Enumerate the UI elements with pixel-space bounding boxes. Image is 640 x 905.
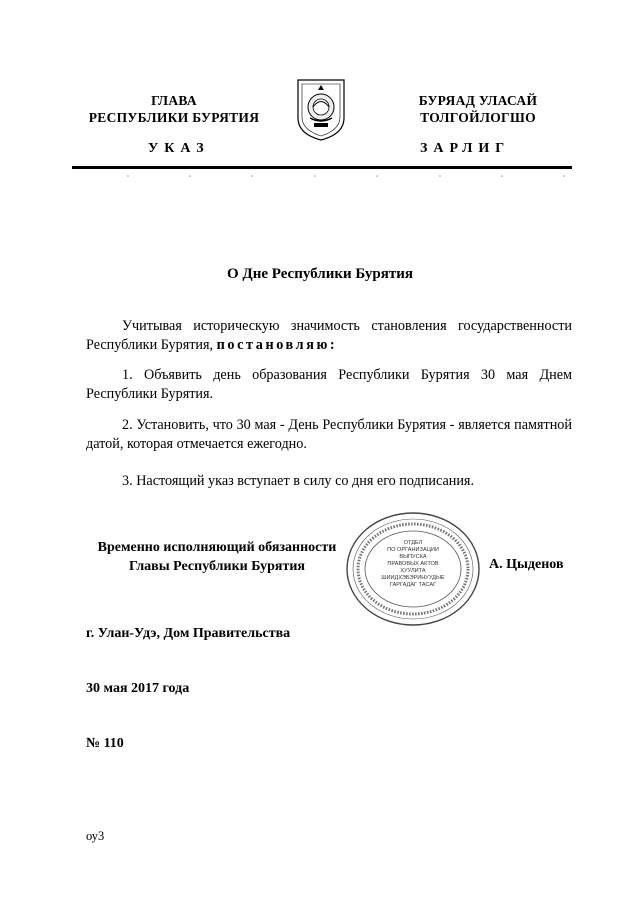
decree-item-1: 1. Объявить день образования Республики Бурятия 30 мая Днем Республики Бурятия.: [86, 367, 572, 402]
decree-number: № 110: [86, 736, 124, 751]
header-right: [378, 92, 578, 126]
signing-place: г. Улан-Удэ, Дом Правительства: [86, 626, 291, 641]
header-left-line1: ГЛАВА: [151, 93, 197, 108]
seal-line: ВЫПУСКА: [399, 554, 427, 560]
signatory-position-line1: Временно исполняющий обязанности: [97, 540, 337, 555]
header-right-line1: БУРЯАД УЛАСАЙ: [418, 93, 538, 108]
document-title: О Дне Республики Бурятия: [226, 266, 414, 282]
header-left: [74, 92, 274, 126]
seal-line: ХУУЛИТА: [400, 568, 426, 574]
seal-line: ШИИДХЭБЭРИНУУДЫЕ: [381, 575, 445, 581]
seal-line: ПРАВОВЫХ АКТОВ: [387, 561, 439, 567]
seal-line: ГАРГАДАГ ТАСАГ: [389, 582, 437, 588]
signatory-name: А. Цыденов: [489, 557, 564, 572]
header-right-line2: ТОЛГОЙЛОГШО: [420, 110, 536, 125]
header-left-line2: РЕСПУБЛИКИ БУРЯТИЯ: [88, 110, 260, 125]
preamble-decree-word: постановляю:: [216, 336, 338, 353]
decree-label-ru: УКАЗ: [148, 141, 210, 156]
decree-item-2: 2. Установить, что 30 мая - День Республики Бурятия - является памятной датой, которая отмечается ежегодно.: [86, 417, 572, 452]
seal-line: ПО ОРГАНИЗАЦИИ: [387, 547, 439, 553]
preamble: [86, 317, 572, 354]
decree-label-bua: ЗАРЛИГ: [420, 141, 511, 156]
decree-item-3: 3. Настоящий указ вступает в силу со дня его подписания.: [122, 473, 475, 489]
document-code: оу3: [86, 829, 105, 843]
dotted-rule: [72, 172, 572, 180]
preamble-text: Учитывая историческую значимость становления государственности Республики Бурятия,: [86, 318, 572, 353]
signatory-position-line2: Главы Республики Бурятия: [128, 558, 305, 574]
seal-line: ОТДЕЛ: [403, 540, 423, 546]
signing-date: 30 мая 2017 года: [86, 681, 190, 696]
signatory-position: [86, 539, 348, 576]
official-seal-icon: [345, 511, 481, 627]
header-rule: [72, 166, 572, 169]
republic-emblem-icon: [296, 74, 346, 142]
